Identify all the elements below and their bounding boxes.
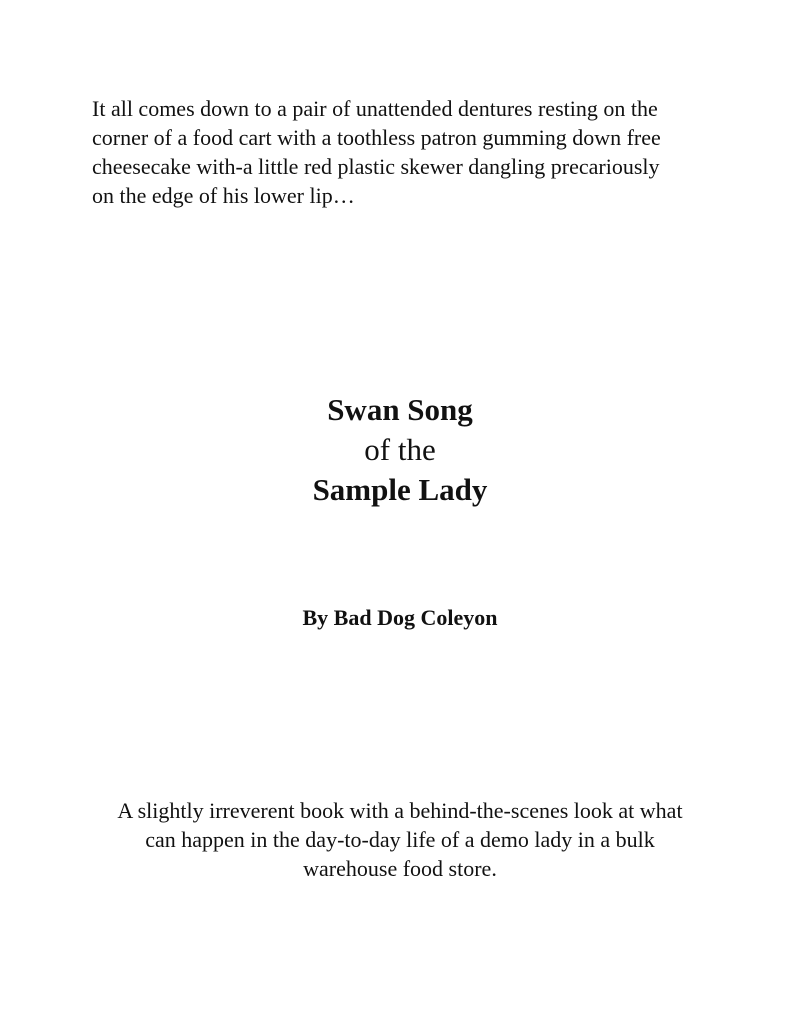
epigraph bbox=[92, 94, 732, 210]
title-line-connector: of the bbox=[364, 432, 436, 467]
blurb-line: warehouse food store. bbox=[303, 856, 497, 881]
book-title bbox=[0, 390, 800, 510]
blurb-line: A slightly irreverent book with a behind-the-scenes look at what bbox=[117, 798, 683, 823]
book-blurb bbox=[0, 796, 800, 883]
title-line-subject: Sample Lady bbox=[312, 472, 488, 507]
epigraph-line: It all comes down to a pair of unattended dentures resting on the bbox=[92, 96, 658, 121]
blurb-line: can happen in the day-to-day life of a demo lady in a bulk bbox=[145, 827, 655, 852]
epigraph-line: cheesecake with-a little red plastic skewer dangling precariously bbox=[92, 154, 660, 179]
title-line-main: Swan Song bbox=[327, 392, 473, 427]
author-byline: By Bad Dog Coleyon bbox=[302, 605, 498, 630]
epigraph-line: corner of a food cart with a toothless patron gumming down free bbox=[92, 125, 661, 150]
epigraph-line: on the edge of his lower lip… bbox=[92, 183, 355, 208]
